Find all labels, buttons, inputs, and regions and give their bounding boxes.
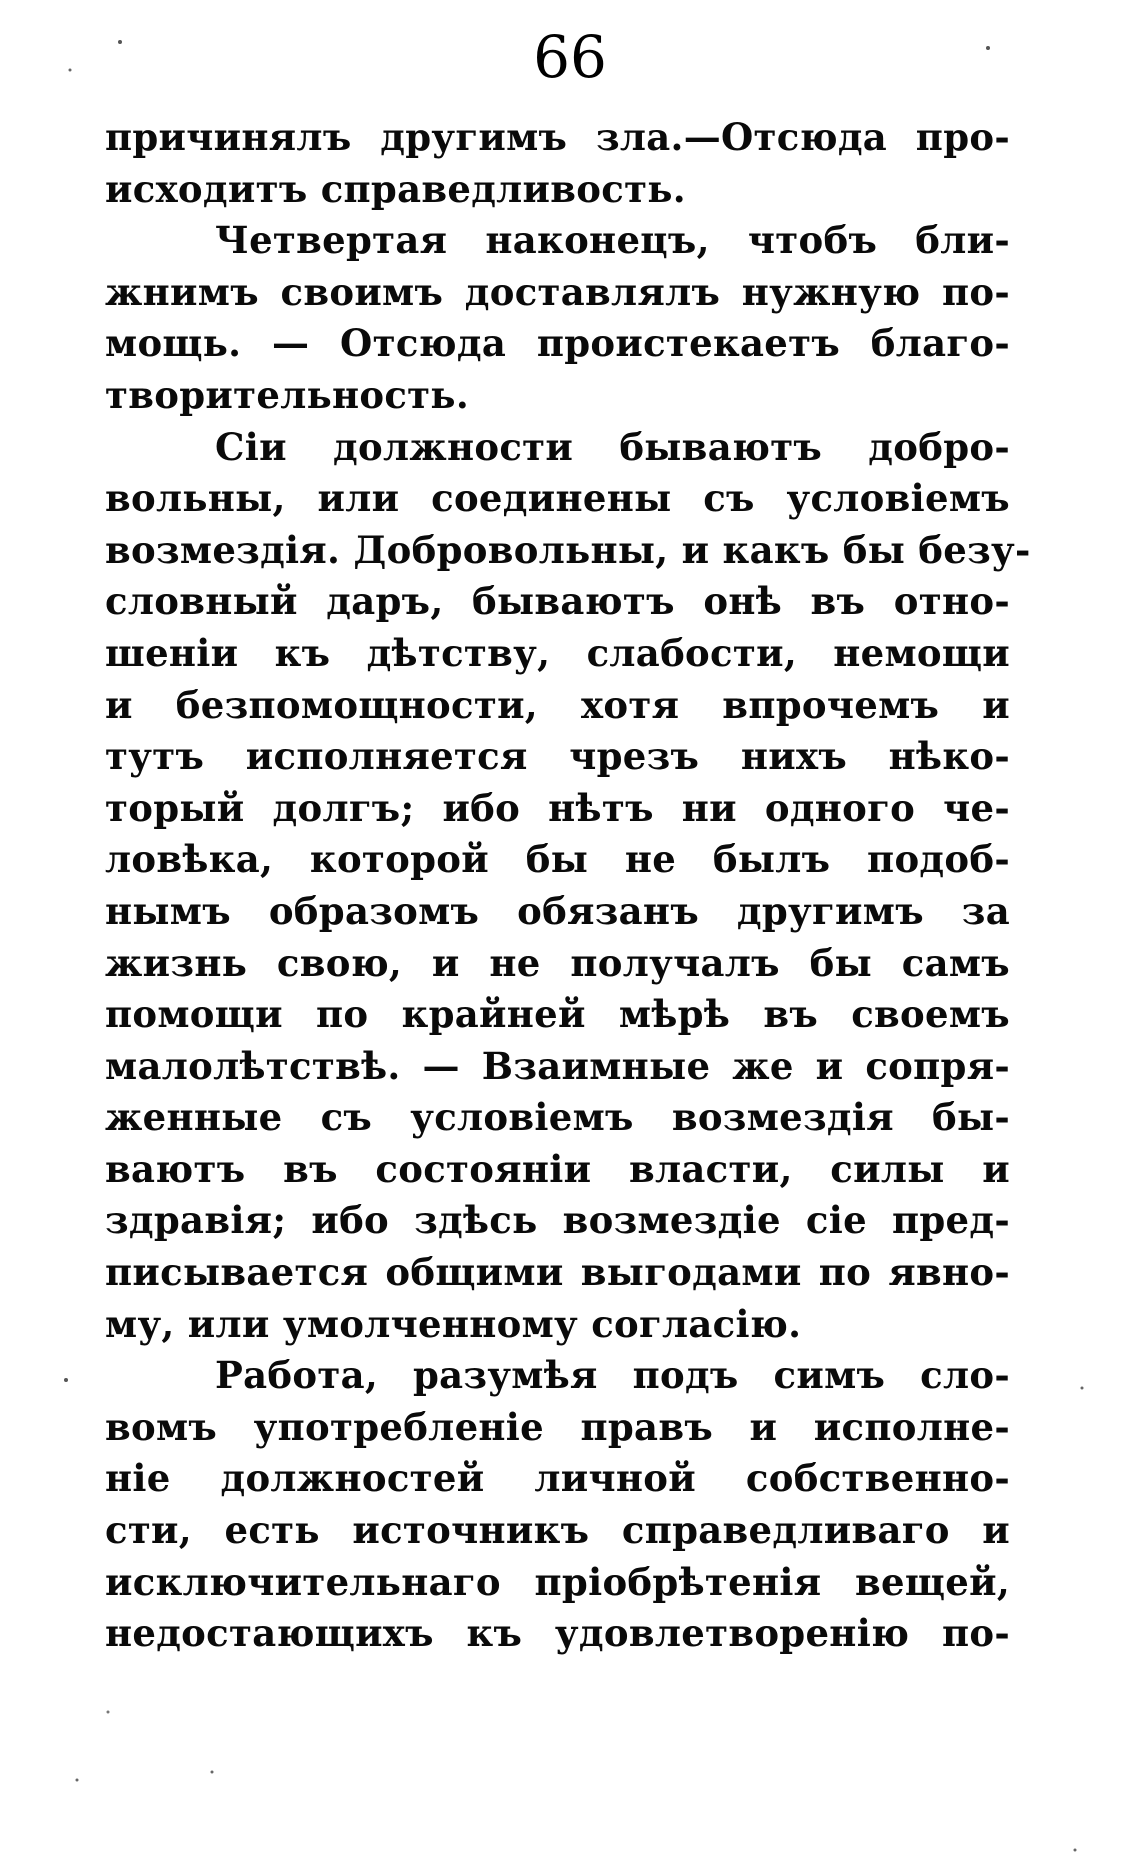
text-line: Четвертая наконецъ, чтобъ бли- (215, 218, 1010, 263)
text-line: Сіи должности бываютъ добро- (215, 424, 1010, 469)
text-line: творительность. (105, 372, 470, 417)
text-line: ловѣка, которой бы не былъ подоб- (105, 837, 1010, 882)
text-line: помощи по крайней мѣрѣ въ своемъ (105, 992, 1010, 1037)
text-line: ваютъ въ состояніи власти, силы и (105, 1146, 1010, 1191)
text-line: женные съ условіемъ возмездія бы- (105, 1095, 1010, 1140)
text-line: недостающихъ къ удовлетворенію по- (105, 1611, 1010, 1656)
text-line: здравія; ибо здѣсь возмездіе сіе пред- (105, 1198, 1010, 1243)
text-line: писывается общими выгодами по явно- (105, 1250, 1010, 1295)
text-line: му, или умолченному согласію. (105, 1301, 802, 1346)
text-line: жизнь свою, и не получалъ бы самъ (105, 940, 1010, 985)
text-line: нымъ образомъ обязанъ другимъ за (105, 888, 1010, 933)
text-line: Работа, разумѣя подъ симъ сло- (215, 1353, 1010, 1398)
text-line: жнимъ своимъ доставлялъ нужную по- (105, 269, 1010, 314)
text-line: торый долгъ; ибо нѣтъ ни одного че- (105, 785, 1010, 830)
text-line: исключительнаго пріобрѣтенія вещей, (105, 1559, 1010, 1604)
text-line: вомъ употребленіе правъ и исполне- (105, 1404, 1010, 1449)
text-line: тутъ исполняется чрезъ нихъ нѣко- (105, 734, 1010, 779)
text-line: исходитъ справедливость. (105, 166, 686, 211)
text-line: возмездія. Добровольны, и какъ бы безу- (105, 527, 1031, 572)
text-line: вольны, или соединены съ условіемъ (105, 476, 1010, 521)
page-number: 66 (533, 23, 607, 91)
text-line: ніе должностей личной собственно- (105, 1456, 1010, 1501)
text-line: и безпомощности, хотя впрочемъ и (105, 682, 1010, 727)
text-line: сти, есть источникъ справедливаго и (105, 1508, 1010, 1553)
text-line: словный даръ, бываютъ онѣ въ отно- (105, 579, 1010, 624)
text-line: шеніи къ дѣтству, слабости, немощи (105, 630, 1010, 675)
body-text (105, 112, 1031, 1660)
text-line: причинялъ другимъ зла.—Отсюда про- (105, 115, 1010, 159)
text-line: мощь. — Отсюда проистекаетъ благо- (105, 321, 1010, 366)
text-line: малолѣтствѣ. — Взаимные же и сопря- (105, 1043, 1010, 1088)
